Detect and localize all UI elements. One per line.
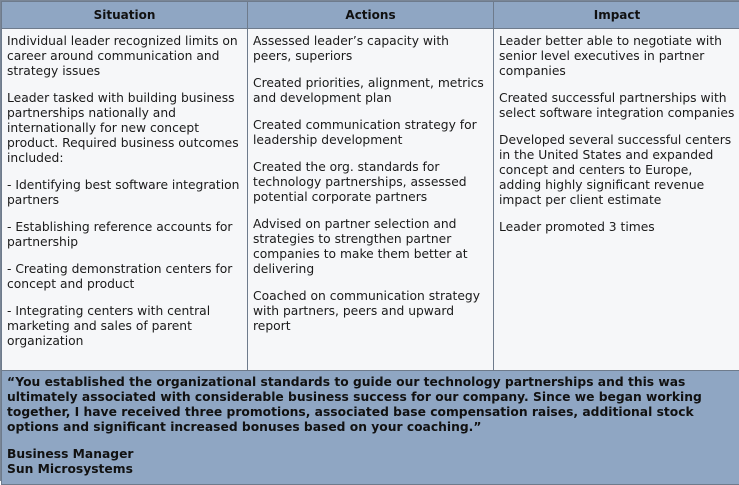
action-item: Created priorities, alignment, metrics and development plan xyxy=(253,76,489,106)
situation-header: Situation xyxy=(2,2,248,29)
action-item: Created communication strategy for leadership development xyxy=(253,118,489,148)
impact-cell xyxy=(494,29,739,371)
actions-header: Actions xyxy=(248,2,494,29)
situation-cell xyxy=(2,29,248,371)
situation-item: Leader tasked with building business partnerships nationally and internationally for new concept product. Required business outcomes included: xyxy=(7,91,243,166)
action-item: Assessed leader’s capacity with peers, superiors xyxy=(253,34,489,64)
testimonial-quote: “You established the organizational standards to guide our technology partnerships and this was ultimately associated with considerable business success for our company. Since we began working together, I have received three promotions, associated base compensation raises, additional stock options and significant increased bonuses based on your coaching.” xyxy=(7,375,733,435)
impact-item: Leader promoted 3 times xyxy=(499,220,736,235)
action-item: Advised on partner selection and strategies to strengthen partner companies to make them better at delivering xyxy=(253,217,489,277)
content-row xyxy=(2,29,739,371)
situation-item: - Establishing reference accounts for partnership xyxy=(7,220,243,250)
action-item: Created the org. standards for technology partnerships, assessed potential corporate partners xyxy=(253,160,489,205)
situation-item: - Identifying best software integration partners xyxy=(7,178,243,208)
impact-item: Created successful partnerships with select software integration companies xyxy=(499,91,736,121)
impact-header: Impact xyxy=(494,2,739,29)
testimonial-author-title: Business Manager xyxy=(7,447,733,462)
case-study-table xyxy=(1,1,739,371)
impact-item: Leader better able to negotiate with senior level executives in partner companies xyxy=(499,34,736,79)
actions-cell xyxy=(248,29,494,371)
situation-item: Individual leader recognized limits on career around communication and strategy issues xyxy=(7,34,243,79)
action-item: Coached on communication strategy with partners, peers and upward report xyxy=(253,289,489,334)
impact-item: Developed several successful centers in the United States and expanded concept and centers to Europe, adding highly significant revenue impact per client estimate xyxy=(499,133,736,208)
situation-item: - Creating demonstration centers for concept and product xyxy=(7,262,243,292)
situation-item: - Integrating centers with central marketing and sales of parent organization xyxy=(7,304,243,349)
testimonial-author-company: Sun Microsystems xyxy=(7,462,733,477)
testimonial-box xyxy=(1,371,739,485)
header-row xyxy=(2,2,739,29)
